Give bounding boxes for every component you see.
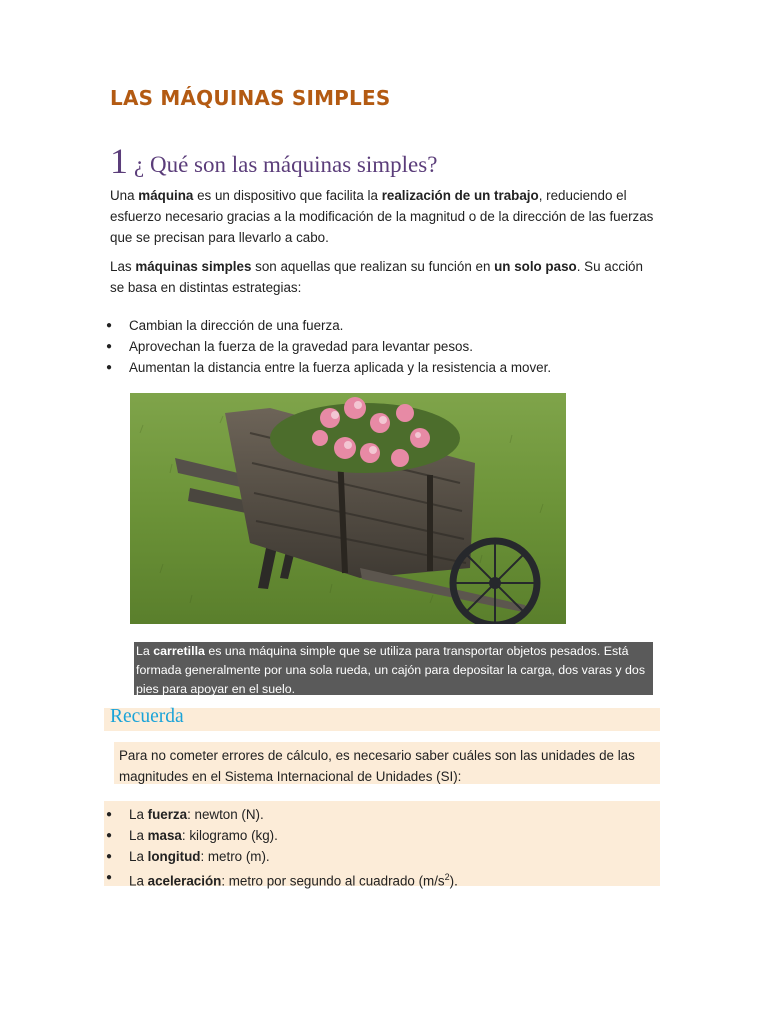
list-item-text: Cambian la dirección de una fuerza.: [129, 318, 344, 333]
wheelbarrow-photo: [130, 393, 566, 624]
bullet-icon: ●: [106, 851, 113, 862]
list-item-text: Aprovechan la fuerza de la gravedad para levantar pesos.: [129, 339, 473, 354]
bullet-icon: ●: [106, 809, 113, 820]
definition-paragraph: [110, 185, 660, 248]
bold-term: máquina: [138, 188, 194, 203]
text-run: : metro por segundo al cuadrado (m/s: [221, 873, 445, 889]
list-item: [104, 825, 458, 846]
superscript: 2: [444, 872, 450, 882]
text-run: . Su acción se basa en distintas estrategias:: [110, 259, 643, 295]
bullet-icon: ●: [106, 830, 113, 841]
text-run: ).: [449, 873, 458, 889]
text-run: : newton (N).: [187, 807, 264, 822]
list-item: [104, 357, 551, 378]
text-run: : metro (m).: [200, 849, 270, 864]
text-run: La: [129, 828, 148, 843]
recuerda-note: Para no cometer errores de cálculo, es necesario saber cuáles son las unidades de las magnitudes en el Sistema Internacional de Unidades (SI):: [119, 748, 635, 784]
recuerda-title: Recuerda: [110, 706, 184, 727]
list-item: [104, 336, 551, 357]
units-list: [104, 804, 458, 891]
simple-machines-paragraph: [110, 256, 660, 298]
bold-term: fuerza: [147, 807, 188, 822]
strategies-list: [104, 315, 551, 378]
text-run: La: [129, 873, 148, 889]
bold-term: máquinas simples: [135, 259, 252, 274]
text-run: son aquellas que realizan su función en: [251, 259, 495, 274]
bullet-icon: ●: [106, 362, 113, 373]
bold-term: realización de un trabajo: [381, 188, 539, 203]
list-item: [104, 846, 458, 867]
photo-caption: [134, 642, 653, 695]
text-run: La: [136, 644, 154, 658]
text-run: es un dispositivo que facilita la: [193, 188, 382, 203]
recuerda-header: [104, 708, 660, 731]
text-run: La: [129, 807, 148, 822]
list-item: [104, 315, 551, 336]
bold-term: aceleración: [147, 873, 222, 889]
text-run: Una: [110, 188, 139, 203]
section-number: 1: [110, 141, 128, 181]
list-item-text: Aumentan la distancia entre la fuerza aplicada y la resistencia a mover.: [129, 360, 552, 375]
bold-term: carretilla: [153, 644, 205, 658]
text-run: La: [129, 849, 148, 864]
wheelbarrow-image: [130, 393, 566, 624]
list-item: [104, 804, 458, 825]
recuerda-note-box: [114, 742, 660, 784]
bold-term: longitud: [147, 849, 201, 864]
document-title: LAS MÁQUINAS SIMPLES: [110, 86, 391, 110]
bold-term: un solo paso: [494, 259, 577, 274]
bullet-icon: ●: [106, 320, 113, 331]
bullet-icon: ●: [106, 872, 113, 883]
text-run: Las: [110, 259, 136, 274]
text-run: , reduciendo el esfuerzo necesario gracias a la modificación de la magnitud o de la dirección de las fuerzas que se precisan para llevarlo a cabo.: [110, 188, 654, 245]
list-item: [104, 867, 458, 891]
section-heading: [110, 140, 437, 182]
text-run: : kilogramo (kg).: [181, 828, 278, 843]
bold-term: masa: [147, 828, 182, 843]
text-run: es una máquina simple que se utiliza para transportar objetos pesados. Está formada generalmente por una sola rueda, un cajón para depositar la carga, dos varas y dos pies para apoyar en el suelo.: [136, 644, 646, 696]
section-heading-text: ¿ Qué son las máquinas simples?: [134, 152, 438, 177]
bullet-icon: ●: [106, 341, 113, 352]
